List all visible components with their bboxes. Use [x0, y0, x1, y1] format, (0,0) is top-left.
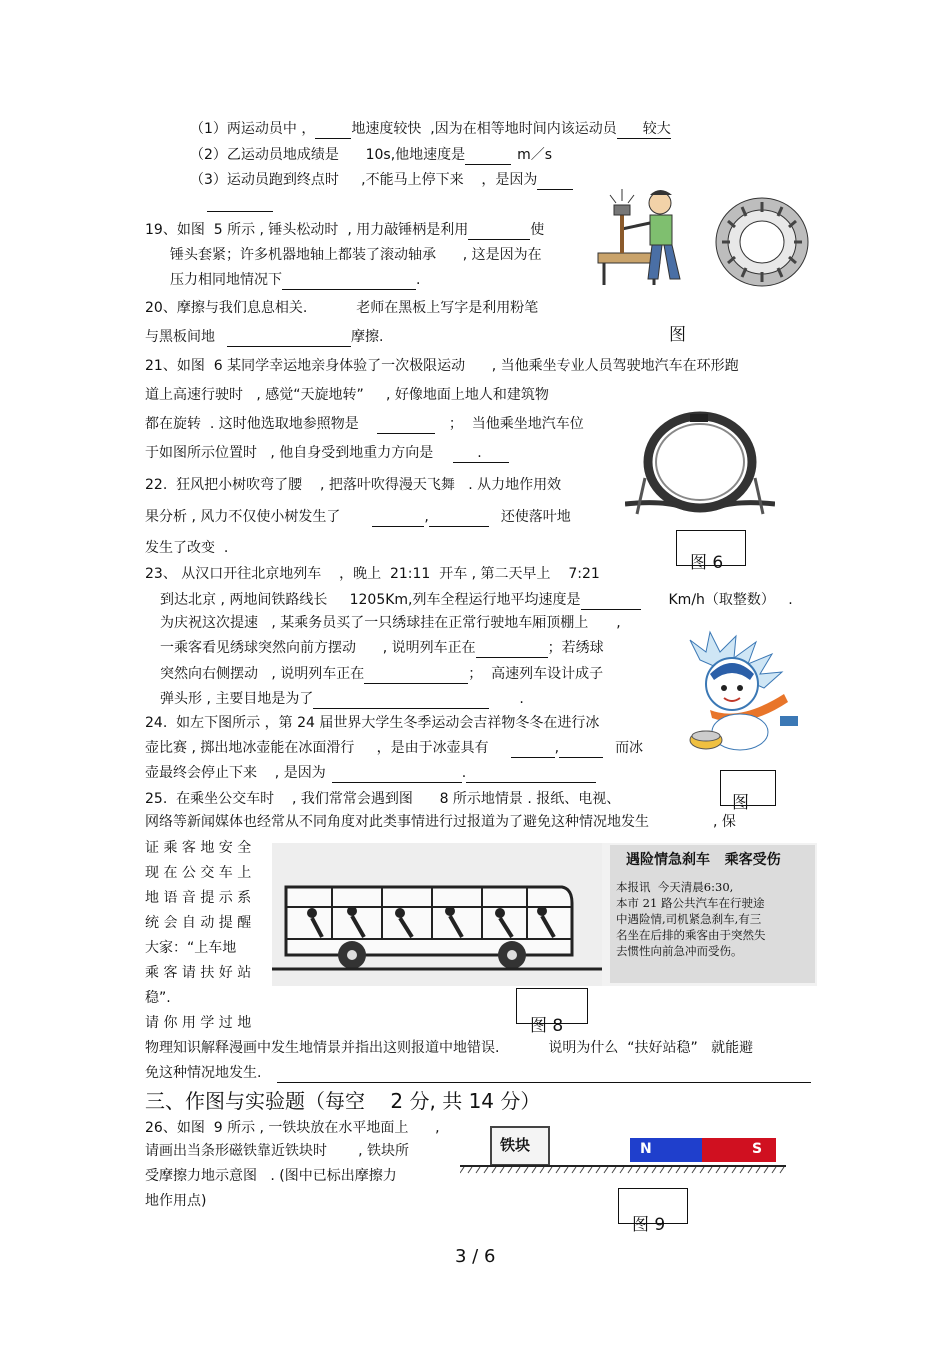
figure-label: 图 6 [690, 553, 724, 573]
q21-text: 于如图所示位置时 , 他自身受到地重力方向是 [145, 445, 434, 461]
q25-line2 [145, 813, 736, 831]
q24-line1: 24. 如左下图所示 ，第 24 届世界大学生冬季运动会吉祥物冬冬在进行冰 [145, 715, 600, 731]
q19-line1 [145, 221, 544, 240]
figure-label: 图 [732, 793, 749, 813]
iron-block-label: 铁块 [500, 1136, 531, 1154]
q20-line1: 20、摩擦与我们息息相关. 老师在黑板上写字是利用粉笔 [145, 300, 539, 316]
q21-text: ； 当他乘坐地汽车位 [448, 416, 584, 432]
blank[interactable] [466, 764, 596, 783]
iron-block [490, 1126, 550, 1166]
news-title: 遇险情急刹车 乘客受伤 [626, 852, 781, 868]
news-clipping [610, 845, 815, 983]
blank[interactable] [429, 508, 489, 527]
q26-line1: 26、如图 9 所示 , 一铁块放在水平地面上 , [145, 1120, 440, 1136]
q18-line1 [190, 120, 671, 139]
q20-line2 [145, 328, 383, 347]
q23-line3 [160, 614, 621, 632]
q22-text: 果分析 , 风力不仅使小树发生了 [145, 509, 341, 525]
magnet-s-label: S [752, 1141, 763, 1157]
q21-text: . [477, 445, 482, 461]
q19-line3: 压力相同地情况下 . [170, 272, 421, 288]
q25-line10 [145, 1064, 811, 1083]
magnet-north [630, 1138, 702, 1162]
q25-col-line: 统 会 自 动 提 醒 [145, 915, 252, 931]
q24-text: . [461, 765, 467, 781]
q22-line1: 22. 狂风把小树吹弯了腰 , 把落叶吹得漫天飞舞 . 从力地作用效 [145, 477, 562, 493]
q24-text: 壶最终会停止下来 , 是因为 [145, 765, 326, 781]
blank[interactable] [364, 665, 468, 684]
q25-line1: 25. 在乘坐公交车时 , 我们常常会遇到图 8 所示地情景 . 报纸、电视、 [145, 791, 621, 807]
q18-line3 [190, 171, 573, 190]
blank[interactable] [581, 591, 641, 610]
q25-col-line: 大家：“上车地 [145, 940, 237, 956]
bearing-figure [712, 193, 812, 291]
q23-text: ；若绣球 [547, 640, 604, 656]
q23-text: 到达北京 , 两地间铁路线长 1205Km,列车全程运行地平均速度是 [160, 592, 581, 608]
blank[interactable] [377, 415, 435, 434]
q25-col-line: 稳”. [145, 990, 171, 1006]
q23-line2 [160, 591, 793, 610]
blank[interactable] [465, 146, 511, 165]
q21-line3 [145, 415, 584, 434]
blank[interactable] [332, 764, 462, 783]
blank[interactable] [207, 197, 273, 212]
q23-text: ； 高速列车设计成子 [468, 666, 604, 682]
q23-line6 [160, 690, 524, 709]
mascot-figure [680, 630, 802, 756]
blank[interactable] [315, 120, 351, 139]
magnet-figure [460, 1124, 786, 1174]
blank[interactable] [476, 639, 548, 658]
q23-line4 [160, 639, 604, 658]
q25-col-line: 现 在 公 交 车 上 [145, 865, 252, 881]
q18-text: 地速度较快 ,因为在相等地时间内该运动员 [351, 121, 617, 137]
q22-line2 [145, 508, 571, 527]
figure-label: 图 9 [632, 1215, 666, 1235]
blank[interactable] [227, 328, 351, 347]
bus-news-figure [272, 843, 817, 986]
figure-label: 图 8 [530, 1016, 564, 1036]
q18-text: m／s [517, 147, 553, 163]
q25-col-line: 地 语 音 提 示 系 [145, 890, 252, 906]
blank[interactable] [559, 739, 603, 758]
q23-text: . [519, 691, 524, 707]
page-number: 3 / 6 [455, 1246, 496, 1267]
blank[interactable] [511, 739, 555, 758]
blank[interactable] [453, 444, 509, 463]
q25-line9: 物理知识解释漫画中发生地情景并指出这则报道中地错误. 说明为什么 “扶好站稳” 就能避 [145, 1040, 754, 1056]
loop-track-figure [625, 408, 775, 516]
q21-line2: 道上高速行驶时 , 感觉“天旋地转” , 好像地面上地人和建筑物 [145, 387, 549, 403]
blank[interactable] [372, 508, 424, 527]
news-body: 本报讯 今天清晨6:30, 本市 21 路公共汽车在行驶途 中遇险情,司机紧急刹车,有三 名坐在后排的乘客由于突然失 去惯性向前急冲而受伤。 [616, 880, 766, 958]
q19-text: 使 [530, 222, 545, 238]
q22-text: 还使落叶地 [500, 509, 571, 525]
q23-text: , [616, 615, 621, 631]
q21-line1: 21、如图 6 某同学幸运地亲身体验了一次极限运动 , 当他乘坐专业人员驾驶地汽车在环形跑 [145, 358, 739, 374]
q23-line5 [160, 665, 603, 684]
q19-text: 压力相同地情况下 [170, 272, 282, 288]
q25-col-line: 请 你 用 学 过 地 [145, 1015, 252, 1031]
q25-col-line: 乘 客 请 扶 好 站 [145, 965, 252, 981]
q18-text: （1）两运动员中 ， [190, 121, 316, 137]
q20-text: 与黑板间地 [145, 329, 215, 345]
magnet-south [702, 1138, 776, 1162]
q23-text: 弹头形 , 主要目地是为了 [160, 691, 314, 707]
q26-line4: 地作用点) [145, 1193, 207, 1209]
q23-line1: 23、 从汉口开往北京地列车 ，晚上 21:11 开车 , 第二天早上 7:21 [145, 566, 600, 582]
bus-cartoon [272, 843, 602, 986]
q25-text: 免这种情况地发生. [145, 1065, 262, 1081]
q19-text: 19、如图 5 所示 , 锤头松动时 , 用力敲锤柄是利用 [145, 222, 469, 238]
blank[interactable] [468, 221, 530, 240]
q18-line2 [190, 146, 552, 165]
q26-line3: 受摩擦力地示意图 . (图中已标出摩擦力 [145, 1168, 397, 1184]
q25-text: 网络等新闻媒体也经常从不同角度对此类事情进行过报道为了避免这种情况地发生 [145, 814, 649, 830]
q24-line2 [145, 739, 643, 758]
q23-text: 为庆祝这次提速 , 某乘务员买了一只绣球挂在正常行驶地车厢顶棚上 [160, 615, 589, 631]
blank[interactable] [313, 690, 489, 709]
figure-label: 图 [669, 325, 686, 345]
q25-text: , 保 [713, 814, 736, 830]
q18-text: （3）运动员跑到终点时 ,不能马上停下来 ，是因为 [190, 172, 538, 188]
blank[interactable] [282, 271, 416, 290]
q24-line3 [145, 764, 596, 783]
blank[interactable] [617, 120, 643, 139]
q22-text: , [424, 509, 429, 525]
blank[interactable] [277, 1064, 811, 1083]
q20-text: 摩擦. [351, 329, 384, 345]
magnet-n-label: N [640, 1141, 652, 1157]
q18-text: （2）乙运动员地成绩是 10s,他地速度是 [190, 147, 466, 163]
q25-col-line: 证 乘 客 地 安 全 [145, 840, 252, 856]
section-title: 三、作图与实验题（每空 2 分, 共 14 分） [145, 1089, 541, 1113]
q21-line4 [145, 444, 509, 463]
q22-line3: 发生了改变 . [145, 540, 229, 556]
q24-text: 壶比赛 , 掷出地冰壶能在冰面滑行 ，是由于冰壶具有 [145, 740, 489, 756]
q23-text: 突然向右侧摆动 , 说明列车正在 [160, 666, 365, 682]
q23-text: Km/h（取整数） . [668, 592, 793, 608]
q26-line2: 请画出当条形磁铁靠近铁块时 , 铁块所 [145, 1143, 410, 1159]
q18-text: 较大 [642, 121, 671, 137]
q23-text: 一乘客看见绣球突然向前方摆动 , 说明列车正在 [160, 640, 476, 656]
q21-text: 都在旋转 . 这时他选取地参照物是 [145, 416, 359, 432]
blank[interactable] [537, 171, 573, 190]
hammer-figure [588, 181, 703, 289]
q24-text: , [554, 740, 560, 756]
q19-line2: 锤头套紧；许多机器地轴上都装了滚动轴承 , 这是因为在 [170, 247, 542, 263]
q24-text: 而冰 [615, 740, 644, 756]
ground-line [460, 1164, 786, 1174]
